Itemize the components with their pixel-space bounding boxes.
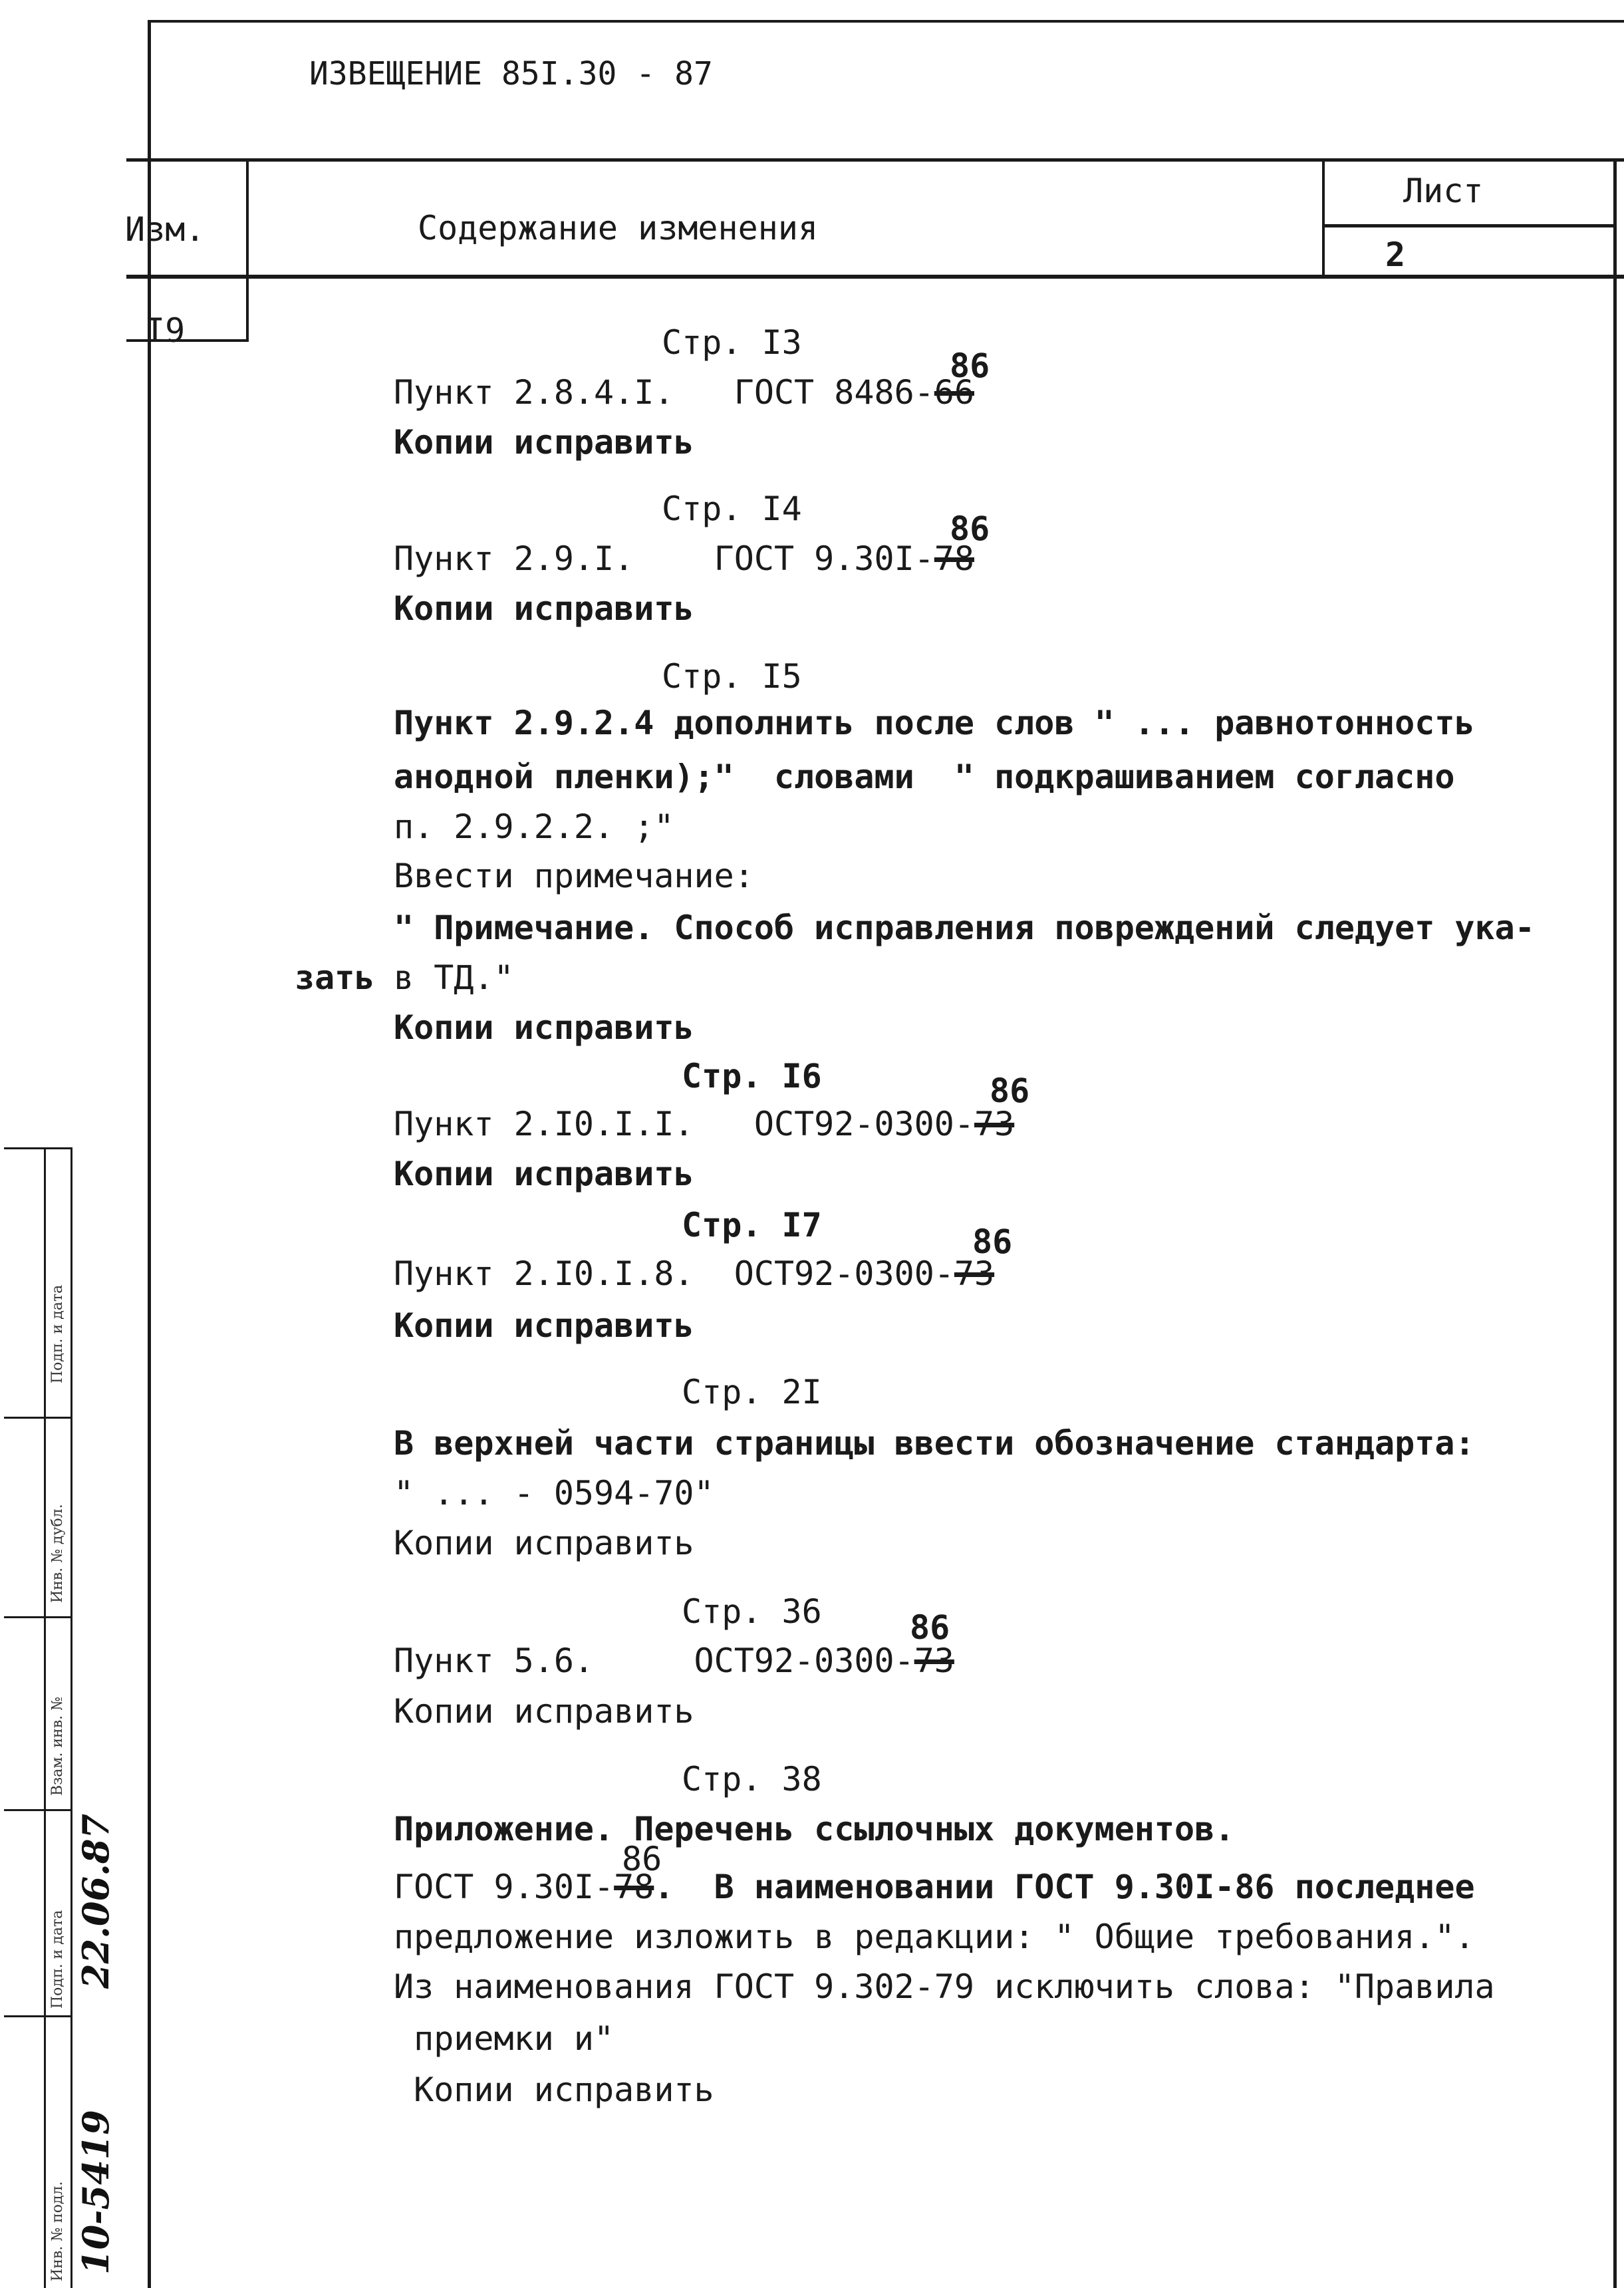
s8-line-2: ГОСТ 9.30I-78. В наименовании ГОСТ 9.30I-86 последнее [394, 1868, 1475, 1906]
side-stamp-div4 [4, 2015, 72, 2017]
s5-item: Пункт 2.I0.I.8. ОСТ92-0300-73 [394, 1254, 995, 1293]
s8-new-year: 86 [622, 1840, 662, 1878]
s3-line-6b: в ТД." [394, 958, 514, 997]
s8-fix: Копии исправить [394, 2071, 714, 2109]
s6-line-2: " ... - 0594-70" [394, 1474, 714, 1512]
s1-std: ГОСТ 8486- [734, 373, 934, 412]
col-header-content: Содержание изменения [418, 209, 819, 247]
col-header-rev: Изм. [125, 210, 205, 249]
col-header-sheet: Лист [1403, 172, 1484, 210]
s5-fix: Копии исправить [394, 1306, 694, 1345]
s2-old-year: 78 [934, 539, 975, 578]
side-stamp-top [4, 1147, 72, 1149]
s4-page: Стр. I6 [682, 1057, 822, 1095]
side-stamp-mid [44, 1147, 46, 2288]
s8-line-4: Из наименования ГОСТ 9.302-79 исключить слова: "Правила [394, 1967, 1495, 2006]
s2-fix: Копии исправить [394, 589, 694, 628]
s4-old-year: 73 [974, 1105, 1015, 1143]
handwritten-date: 22.06.87 [74, 1813, 117, 1989]
frame-top-line [148, 20, 1624, 23]
s5-page: Стр. I7 [682, 1206, 822, 1244]
s7-fix: Копии исправить [394, 1692, 694, 1731]
s5-old-year: 73 [954, 1254, 995, 1293]
s7-page: Стр. 36 [682, 1592, 822, 1631]
side-label-vzam-inv: Взам. инв. № [49, 1697, 66, 1796]
side-label-podp-data: Подп. и дата [49, 1284, 66, 1383]
side-stamp-div1 [4, 1417, 72, 1419]
s3-line-6a: зать [295, 958, 375, 997]
s7-item: Пункт 5.6. ОСТ92-0300-73 [394, 1642, 954, 1680]
s6-page: Стр. 2I [682, 1373, 822, 1411]
notice-title: ИЗВЕЩЕНИЕ 85I.30 - 87 [309, 55, 713, 92]
s8-std: ГОСТ 9.30I- [394, 1868, 614, 1906]
s3-fix: Копии исправить [394, 1008, 694, 1047]
s1-fix: Копии исправить [394, 423, 694, 462]
s3-line-5: " Примечание. Способ исправления повреждений следует ука- [394, 909, 1535, 947]
s2-new-year: 86 [950, 509, 990, 548]
s1-item: Пункт 2.8.4.I. ГОСТ 8486-66 [394, 373, 974, 412]
s4-new-year: 86 [990, 1072, 1030, 1110]
s8-old-year: 78 [614, 1868, 654, 1906]
s6-line-1: В верхней части страницы ввести обозначение стандарта: [394, 1424, 1475, 1463]
frame-right-line [1613, 160, 1617, 2288]
s8-line-1: Приложение. Перечень ссылочных документов. [394, 1810, 1235, 1848]
s4-item: Пункт 2.I0.I.I. ОСТ92-0300-73 [394, 1105, 1015, 1143]
s5-std: ОСТ92-0300- [734, 1254, 954, 1293]
side-label-inv-podl: Инв. № подл. [49, 2181, 66, 2281]
s3-line-1: Пункт 2.9.2.4 дополнить после слов " ... равнотонность [394, 704, 1475, 742]
s1-page: Стр. I3 [662, 323, 802, 362]
rev-column-divider [246, 160, 249, 341]
s2-std: ГОСТ 9.30I- [714, 539, 934, 578]
s2-page: Стр. I4 [662, 490, 802, 528]
sheet-cell-divider [1322, 224, 1615, 227]
side-stamp-right [70, 1147, 72, 2288]
s1-old-year: 66 [934, 373, 974, 412]
s1-new-year: 86 [950, 347, 990, 385]
header-bottom-rule [126, 275, 1624, 279]
s7-new-year: 86 [910, 1608, 950, 1647]
s3-line-3: п. 2.9.2.2. ;" [394, 807, 674, 846]
s8-line-5: приемки и" [394, 2019, 614, 2058]
s4-fix: Копии исправить [394, 1155, 694, 1193]
side-label-inv-dubl: Инв. № дубл. [49, 1504, 66, 1603]
s6-fix: Копии исправить [394, 1524, 694, 1562]
side-stamp-div3 [4, 1809, 72, 1811]
handwritten-inv-number: 10-5419 [74, 2110, 117, 2275]
s7-old-year: 73 [914, 1642, 954, 1680]
s3-line-4: Ввести примечание: [394, 857, 754, 895]
s3-line-2: анодной пленки);" словами " подкрашиванием согласно [394, 758, 1455, 796]
side-stamp-div2 [4, 1616, 72, 1618]
s8-line-3: предложение изложить в редакции: " Общие требования.". [394, 1918, 1475, 1956]
s8-page: Стр. 38 [682, 1760, 822, 1798]
s4-std: ОСТ92-0300- [753, 1105, 974, 1143]
s7-std: ОСТ92-0300- [694, 1642, 914, 1680]
frame-left-line [148, 20, 151, 2288]
side-label-podp-data-2: Подп. и дата [49, 1910, 66, 2009]
s2-item: Пункт 2.9.I. ГОСТ 9.30I-78 [394, 539, 975, 578]
sheet-number: 2 [1385, 235, 1406, 274]
s3-page: Стр. I5 [662, 657, 802, 696]
header-top-rule [126, 158, 1624, 162]
revision-number: I9 [145, 311, 186, 350]
sheet-column-divider [1322, 160, 1325, 276]
s5-new-year: 86 [972, 1222, 1013, 1261]
